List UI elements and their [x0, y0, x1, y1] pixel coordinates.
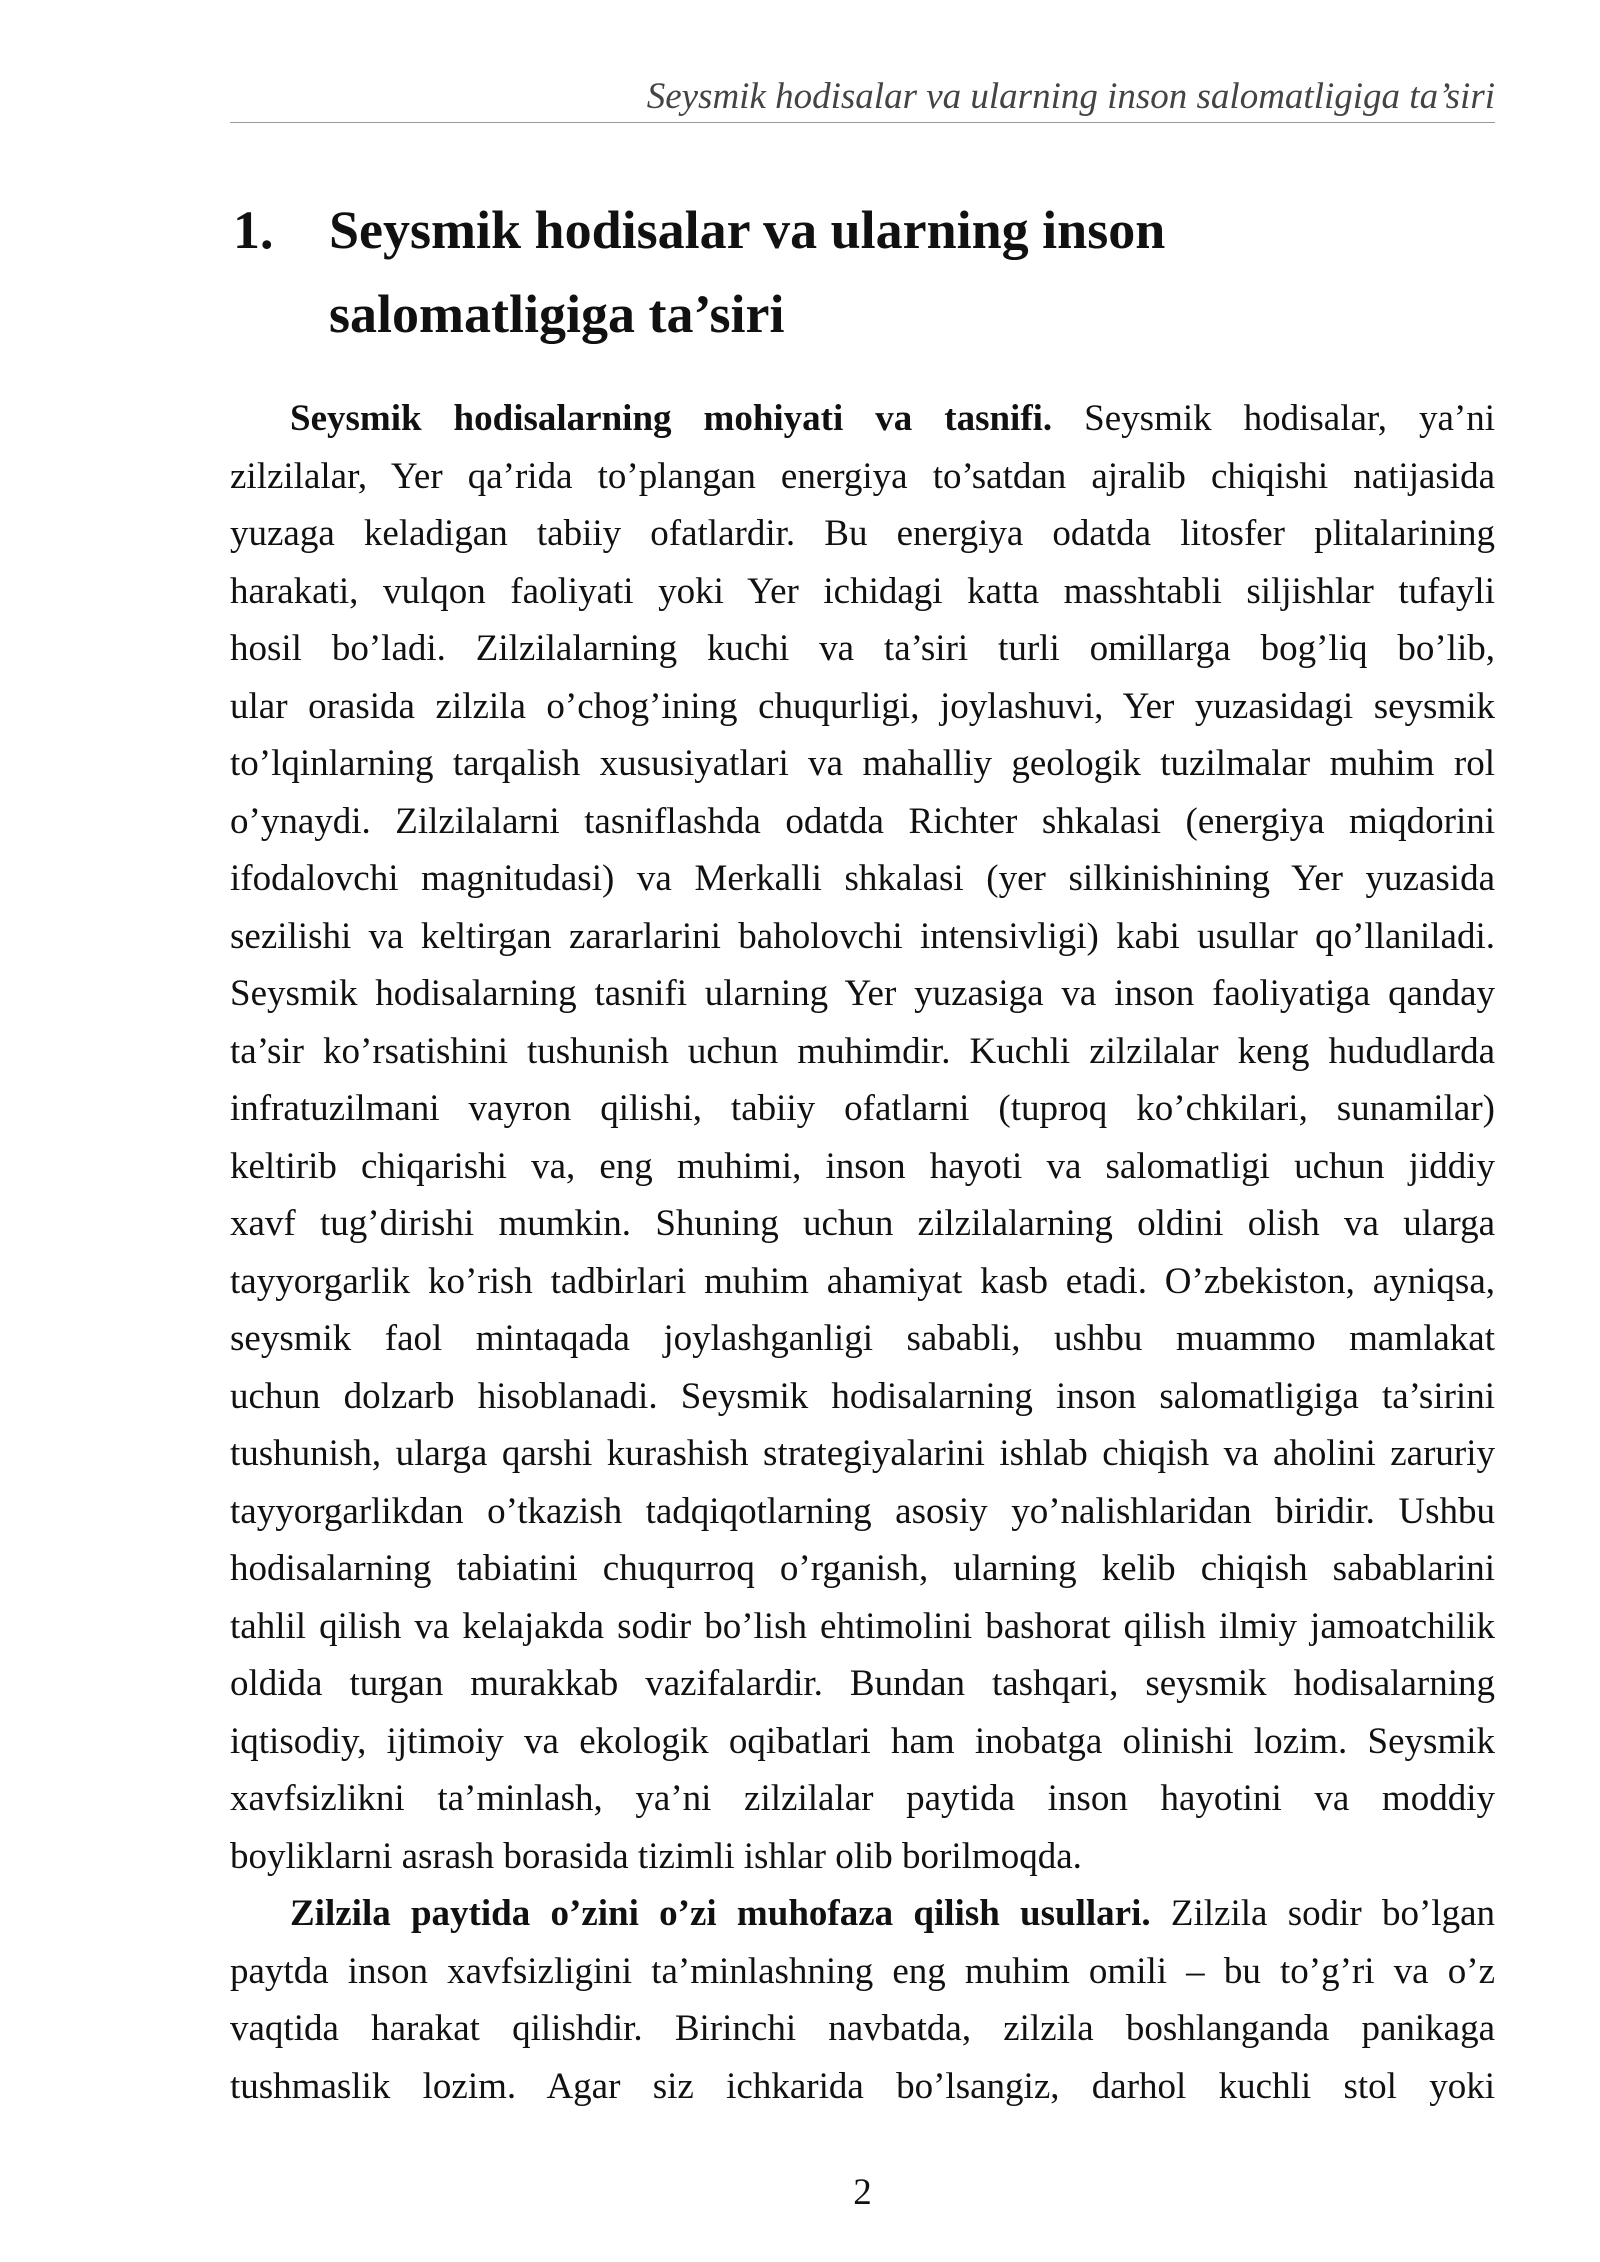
body-text — [230, 390, 1495, 2115]
body-line: tushunish, ularga qarshi kurashish strategiyalarini ishlab chiqish va aholini zaruriy — [230, 1433, 1495, 1474]
body-line: seysmik faol mintaqada joylashganligi sababli, ushbu muammo mamlakat — [230, 1318, 1495, 1359]
body-line-text: Seysmik hodisalar, ya’ni — [1084, 398, 1496, 439]
heading-title-line: Seysmik hodisalar va ularning inson — [329, 200, 1166, 260]
header-rule — [230, 122, 1495, 123]
paragraph-lead: Zilzila paytida o’zini o’zi muhofaza qilish usullari. — [290, 1893, 1151, 1934]
body-line — [230, 1885, 1495, 1943]
heading-title — [329, 188, 1495, 356]
body-line: tushmaslik lozim. Agar siz ichkarida bo’lsangiz, darhol kuchli stol yoki — [230, 2065, 1495, 2107]
body-line: ular orasida zilzila o’chog’ining chuqurligi, joylashuvi, Yer yuzasidagi seysmik — [230, 685, 1495, 727]
page-number: 2 — [853, 2172, 872, 2213]
paragraph-lead: Seysmik hodisalarning mohiyati va tasnifi. — [290, 398, 1053, 439]
body-line: yuzaga keladigan tabiiy ofatlardir. Bu energiya odatda litosfer plitalarining — [230, 513, 1495, 554]
body-line: boyliklarni asrash borasida tizimli ishlar olib borilmoqda. — [230, 1835, 1082, 1877]
body-line: o’ynaydi. Zilzilalarni tasniflashda odatda Richter shkalasi (energiya miqdorini — [230, 800, 1495, 842]
heading-number: 1. — [233, 200, 274, 260]
body-line: hodisalarning tabiatini chuqurroq o’rganish, ularning kelib chiqish sabablarini — [230, 1548, 1495, 1589]
heading-title-line: salomatligiga ta’siri — [329, 284, 785, 344]
body-line: iqtisodiy, ijtimoiy va ekologik oqibatlari ham inobatga olinishi lozim. Seysmik — [230, 1720, 1495, 1762]
body-line: xavf tug’dirishi mumkin. Shuning uchun zilzilalarning oldini olish va ularga — [230, 1203, 1495, 1244]
body-line: xavfsizlikni ta’minlash, ya’ni zilzilalar paytida inson hayotini va moddiy — [230, 1778, 1495, 1819]
body-line: sezilishi va keltirgan zararlarini baholovchi intensivligi) kabi usullar qo’llaniladi. — [230, 915, 1495, 957]
paragraph — [230, 1885, 1495, 2115]
body-line-text: Zilzila sodir bo’lgan — [1170, 1893, 1495, 1934]
body-line: uchun dolzarb hisoblanadi. Seysmik hodisalarning inson salomatligiga ta’sirini — [230, 1375, 1495, 1417]
body-line: infratuzilmani vayron qilishi, tabiiy ofatlarni (tuproq ko’chkilari, sunamilar) — [230, 1088, 1495, 1129]
body-line: keltirib chiqarishi va, eng muhimi, inson hayoti va salomatligi uchun jiddiy — [230, 1145, 1495, 1187]
body-line: to’lqinlarning tarqalish xususiyatlari va mahalliy geologik tuzilmalar muhim rol — [230, 743, 1495, 784]
body-line: oldida turgan murakkab vazifalardir. Bundan tashqari, seysmik hodisalarning — [230, 1663, 1495, 1704]
chapter-heading — [230, 188, 1495, 356]
body-line — [230, 390, 1495, 448]
body-line: paytda inson xavfsizligini ta’minlashning eng muhim omili – bu to’g’ri va o’z — [230, 1950, 1495, 1992]
body-line: Seysmik hodisalarning tasnifi ularning Yer yuzasiga va inson faoliyatiga qanday — [230, 973, 1495, 1014]
body-line: harakati, vulqon faoliyati yoki Yer ichidagi katta masshtabli siljishlar tufayli — [230, 570, 1495, 612]
body-line: tayyorgarlik ko’rish tadbirlari muhim ahamiyat kasb etadi. O’zbekiston, ayniqsa, — [230, 1260, 1495, 1302]
body-line: ta’sir ko’rsatishini tushunish uchun muhimdir. Kuchli zilzilalar keng hududlarda — [230, 1030, 1495, 1072]
body-line: tahlil qilish va kelajakda sodir bo’lish ehtimolini bashorat qilish ilmiy jamoatchilik — [230, 1605, 1495, 1647]
paragraph — [230, 390, 1495, 1885]
body-line: vaqtida harakat qilishdir. Birinchi navbatda, zilzila boshlanganda panikaga — [230, 2008, 1495, 2049]
body-line: zilzilalar, Yer qa’rida to’plangan energiya to’satdan ajralib chiqishi natijasida — [230, 455, 1495, 497]
body-line: tayyorgarlikdan o’tkazish tadqiqotlarning asosiy yo’nalishlaridan biridir. Ushbu — [230, 1490, 1495, 1532]
running-header: Seysmik hodisalar va ularning inson salomatligiga ta’siri — [646, 76, 1495, 117]
body-line: hosil bo’ladi. Zilzilalarning kuchi va ta’siri turli omillarga bog’liq bo’lib, — [230, 628, 1495, 669]
body-line: ifodalovchi magnitudasi) va Merkalli shkalasi (yer silkinishining Yer yuzasida — [230, 858, 1495, 899]
